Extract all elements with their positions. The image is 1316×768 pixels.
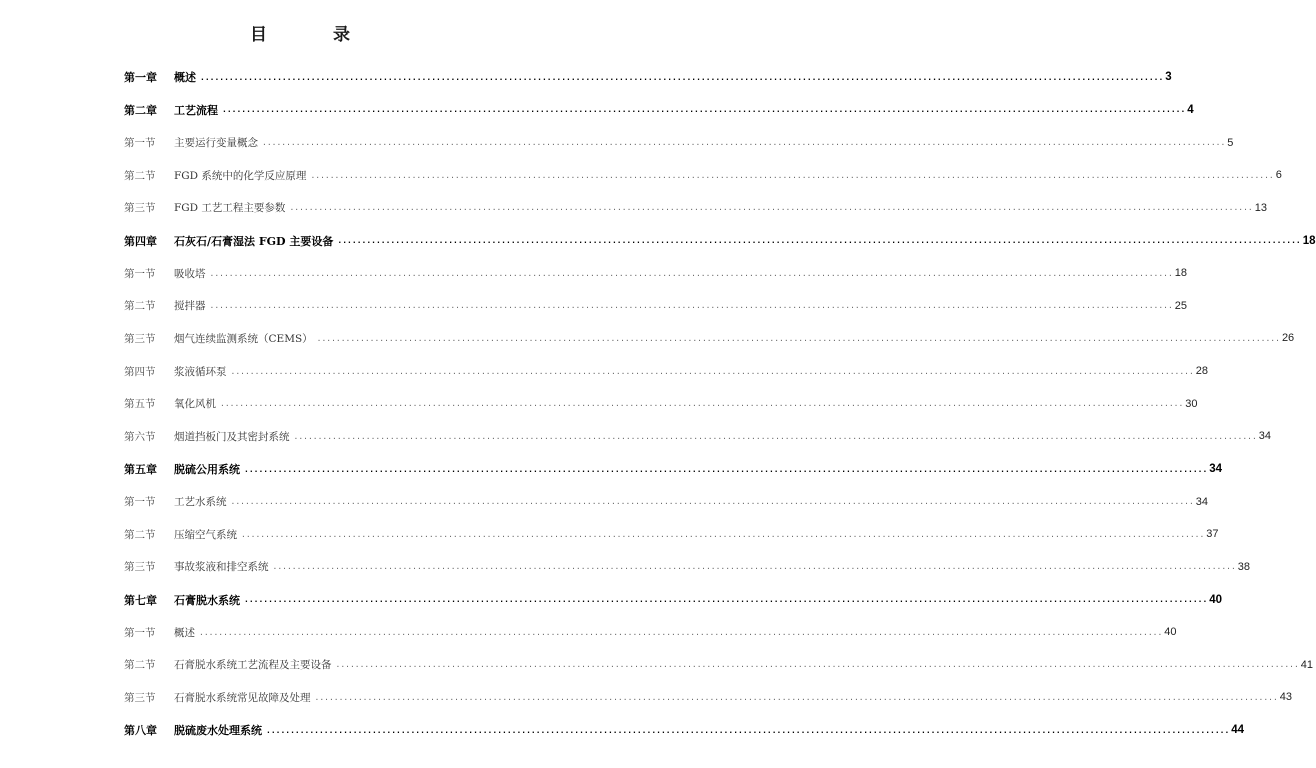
toc-entry-number: 第八章 [124,724,157,738]
dot-leader: ........................................................................................................................................................................................................ [266,725,1230,735]
toc-entry-page: 18 [1302,234,1316,247]
toc-entry-title: 石膏脱水系统常见故障及处理 [174,691,311,704]
toc-entry-number: 第三节 [124,691,156,704]
dot-leader: ........................................................................................................................................................................................................ [209,301,1173,311]
toc-entry[interactable] [124,61,1172,94]
toc-entry-page: 34 [1258,430,1272,443]
toc-entry-title: 氧化风机 [174,398,216,411]
toc-entry-number: 第四节 [124,365,156,378]
toc-entry-title: 工艺流程 [174,103,218,117]
toc-entry-number: 第一章 [124,71,157,85]
toc-entry-number: 第二节 [124,169,156,182]
toc-entry[interactable] [124,485,1209,518]
toc-entry-title: 概述 [174,626,195,639]
toc-entry-number: 第三节 [124,202,156,215]
toc-entry[interactable] [124,224,1316,257]
toc-entry-title: 石膏脱水系统工艺流程及主要设备 [174,659,332,672]
toc-entry-page: 40 [1164,626,1177,639]
toc-entry-page: 26 [1281,332,1295,345]
toc-entry-title: 石膏脱水系统 [174,593,240,607]
dot-leader: ........................................................................................................................................................................................................ [230,366,1194,376]
toc-entry-number: 第三节 [124,561,156,574]
toc-entry-number: 第一节 [124,267,156,280]
toc-entry-number: 第七章 [124,593,157,607]
toc-entry-title: 烟道挡板门及其密封系统 [174,430,290,443]
toc-entry[interactable] [124,159,1282,192]
toc-entry[interactable] [124,322,1295,355]
dot-leader: ........................................................................................................................................................................................................ [289,203,1253,213]
dot-leader: ........................................................................................................................................................................................................ [293,431,1257,441]
toc-entry[interactable] [124,551,1251,584]
toc-entry[interactable] [124,649,1314,682]
dot-leader: ........................................................................................................................................................................................................ [262,138,1226,148]
toc-entry-number: 第一节 [124,496,156,509]
toc-entry-page: 44 [1231,724,1245,737]
dot-leader: ........................................................................................................................................................................................................ [244,464,1208,474]
toc-entry-title: 石灰石/石膏湿法 FGD 主要设备 [174,234,334,248]
toc-entry[interactable] [124,420,1272,453]
toc-entry[interactable] [124,257,1188,290]
toc-entry[interactable] [124,681,1293,714]
toc-entry[interactable] [124,518,1219,551]
toc-entry-page: 30 [1185,397,1198,410]
toc-entry-number: 第四章 [124,234,157,248]
toc-entry-number: 第二节 [124,300,156,313]
dot-leader: ........................................................................................................................................................................................................ [241,529,1205,539]
toc-entry-page: 34 [1195,495,1209,508]
toc-entry[interactable] [124,583,1223,616]
toc-entry-page: 41 [1300,658,1314,671]
toc-entry-page: 5 [1227,136,1234,149]
toc-entry-number: 第一节 [124,137,156,150]
dot-leader: ........................................................................................................................................................................................................ [316,333,1280,343]
dot-leader: ........................................................................................................................................................................................................ [200,72,1164,82]
toc-entry[interactable] [124,453,1223,486]
toc-entry-page: 4 [1187,103,1194,116]
toc-entry-number: 第二节 [124,528,156,541]
dot-leader: ........................................................................................................................................................................................................ [310,170,1274,180]
toc-entry-page: 43 [1279,691,1293,704]
toc-entry-number: 第五章 [124,463,157,476]
toc-entry[interactable] [124,126,1234,159]
dot-leader: ........................................................................................................................................................................................................ [272,562,1236,572]
toc-entry-number: 第二章 [124,103,157,117]
toc-entry-title: 脱硫公用系统 [174,463,240,476]
dot-leader: ........................................................................................................................................................................................................ [222,105,1186,115]
toc-entry-title: 烟气连续监测系统（CEMS） [174,332,313,345]
dot-leader: ........................................................................................................................................................................................................ [314,692,1278,702]
toc-entry-title: FGD 工艺工程主要参数 [174,202,286,215]
dot-leader: ........................................................................................................................................................................................................ [244,595,1208,605]
dot-leader: ........................................................................................................................................................................................................ [209,268,1173,278]
toc-entry[interactable] [124,387,1198,420]
toc-entry-page: 25 [1174,299,1188,312]
toc-entry-number: 第六节 [124,430,156,443]
toc-entry-page: 40 [1209,593,1223,606]
toc-entry[interactable] [124,289,1188,322]
toc-entry-page: 6 [1275,169,1282,182]
dot-leader: ........................................................................................................................................................................................................ [337,236,1301,246]
toc-entry-page: 34 [1209,463,1223,475]
toc-entry-number: 第三节 [124,332,156,345]
toc-entry[interactable] [124,616,1177,649]
toc-entry-title: 吸收塔 [174,267,206,280]
dot-leader: ........................................................................................................................................................................................................ [335,660,1299,670]
toc-entry-title: 压缩空气系统 [174,528,237,541]
toc-entry-title: FGD 系统中的化学反应原理 [174,169,307,182]
toc-entry-page: 18 [1174,267,1188,280]
toc-entry-number: 第二节 [124,659,156,672]
dot-leader: ........................................................................................................................................................................................................ [199,627,1163,637]
toc-entry-title: 概述 [174,71,196,85]
toc-entry-number: 第五节 [124,398,156,411]
toc-entry-title: 搅拌器 [174,300,206,313]
toc-entry-number: 第一节 [124,626,156,639]
toc-entry-title: 工艺水系统 [174,496,227,509]
toc-entry-title: 主要运行变量概念 [174,137,258,150]
toc-entry-page: 37 [1206,528,1219,541]
table-of-contents [124,61,1316,746]
toc-entry[interactable] [124,94,1194,127]
dot-leader: ........................................................................................................................................................................................................ [220,399,1184,409]
dot-leader: ........................................................................................................................................................................................................ [230,497,1194,507]
toc-entry[interactable] [124,192,1267,225]
toc-entry-title: 浆液循环泵 [174,365,227,378]
toc-entry-page: 28 [1195,365,1209,378]
toc-entry[interactable] [124,714,1245,747]
toc-entry-page: 38 [1237,560,1251,573]
page-title: 目 录 [250,25,380,45]
toc-entry[interactable] [124,355,1209,388]
toc-entry-page: 13 [1254,201,1267,214]
toc-entry-title: 脱硫废水处理系统 [174,724,262,738]
toc-entry-title: 事故浆液和排空系统 [174,561,269,574]
toc-entry-page: 3 [1165,71,1172,84]
